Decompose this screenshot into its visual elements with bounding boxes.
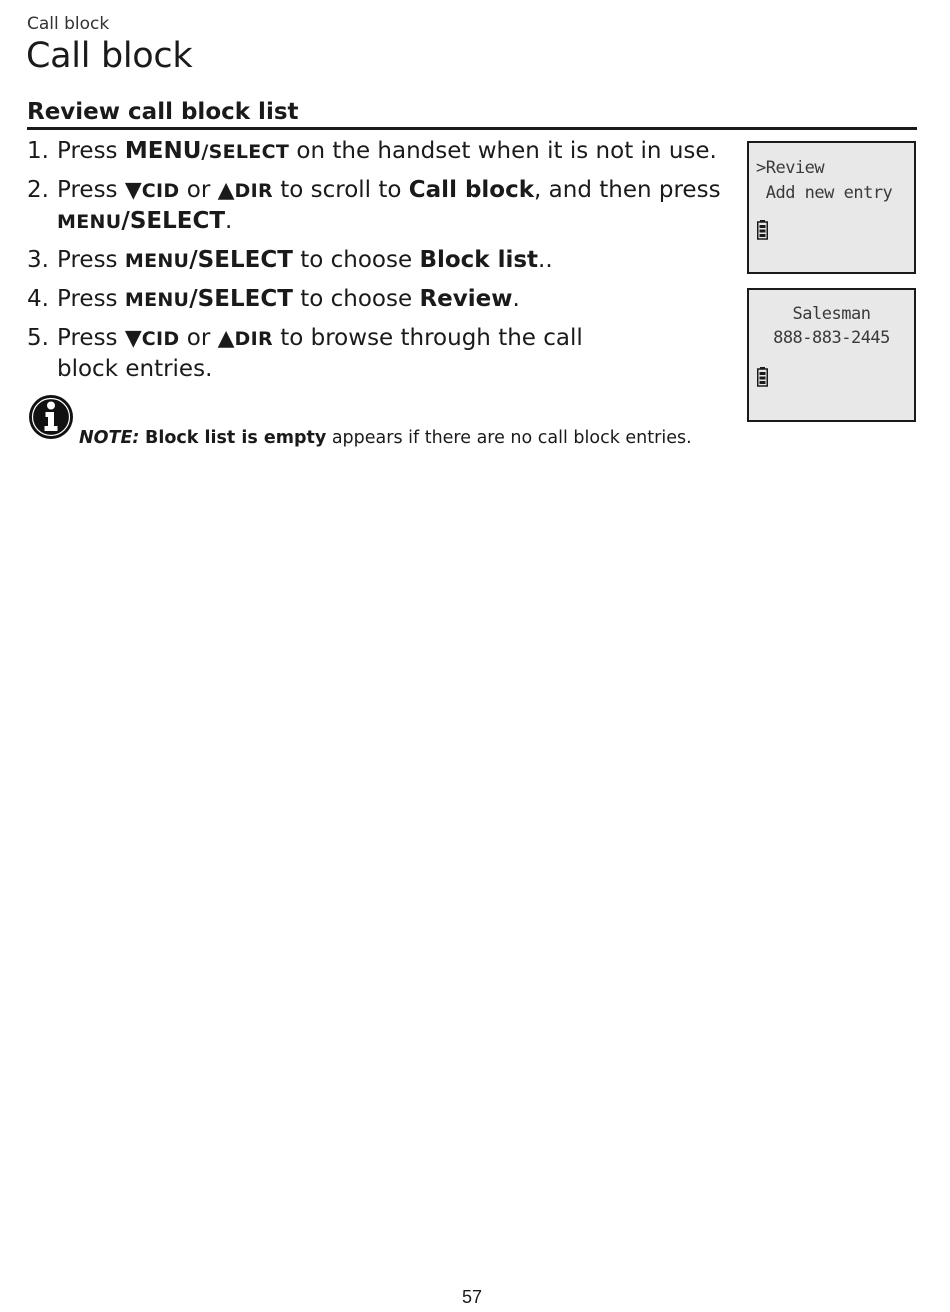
step-mid: to scroll to — [272, 177, 409, 203]
dir-key: DIR — [234, 328, 273, 350]
step-or: or — [186, 177, 211, 203]
step-text — [57, 323, 742, 384]
note-label: NOTE: — [79, 428, 140, 448]
step-mid: to choose — [292, 286, 420, 312]
down-arrow-icon: ▼ — [124, 326, 142, 351]
step-number: 1. — [27, 138, 49, 164]
step-text — [57, 245, 742, 276]
lcd-screen-entry — [747, 288, 916, 422]
select-key: /SELECT — [201, 141, 290, 163]
step-text — [57, 284, 742, 315]
step-or: or — [186, 325, 211, 351]
select-key: /SELECT — [189, 247, 293, 273]
steps-list — [27, 136, 742, 392]
step-target: Call block — [408, 177, 535, 203]
cid-key: CID — [141, 180, 180, 202]
step-number: 5. — [27, 325, 49, 351]
step-mid: to choose — [292, 247, 420, 273]
lcd-screen-review — [747, 141, 916, 274]
lcd-line: Add new entry — [756, 183, 893, 203]
info-icon — [28, 394, 74, 440]
step-number: 3. — [27, 247, 49, 273]
battery-icon — [757, 220, 768, 240]
step-verb: Press — [57, 286, 118, 312]
step-verb: Press — [57, 325, 118, 351]
step-2 — [27, 175, 742, 237]
menu-key: MENU — [124, 289, 190, 311]
step-verb: Press — [57, 138, 118, 164]
page-number: 57 — [461, 1287, 483, 1307]
lcd-line: 888-883-2445 — [773, 328, 890, 348]
step-text — [57, 175, 742, 237]
step-rest: , and then press — [534, 177, 721, 203]
step-line2: block entries. — [57, 356, 213, 382]
step-number: 2. — [27, 177, 49, 203]
note-message: Block list is empty — [145, 428, 327, 448]
step-end: . — [512, 286, 520, 312]
dir-key: DIR — [234, 180, 273, 202]
up-arrow-icon: ▲ — [217, 326, 235, 351]
step-rest: on the handset when it is not in use. — [289, 138, 717, 164]
section-rule — [27, 127, 917, 130]
up-arrow-icon: ▲ — [217, 178, 235, 203]
step-text — [57, 136, 742, 167]
step-1 — [27, 136, 742, 167]
note — [79, 428, 692, 448]
step-verb: Press — [57, 247, 118, 273]
step-target: Block list — [419, 247, 539, 273]
battery-icon — [757, 367, 768, 387]
step-verb: Press — [57, 177, 118, 203]
select-key: /SELECT — [189, 286, 293, 312]
lcd-line: Salesman — [792, 304, 871, 324]
down-arrow-icon: ▼ — [124, 178, 142, 203]
step-4 — [27, 284, 742, 315]
select-key: /SELECT — [121, 208, 226, 234]
section-title: Review call block list — [27, 99, 299, 125]
menu-key: MENU — [57, 211, 122, 233]
running-head: Call block — [27, 14, 110, 34]
lcd-line: >Review — [756, 158, 825, 178]
menu-key: MENU — [124, 138, 202, 164]
menu-key: MENU — [124, 250, 190, 272]
page-title: Call block — [26, 36, 193, 76]
step-target: Review — [419, 286, 513, 312]
step-5 — [27, 323, 742, 384]
step-number: 4. — [27, 286, 49, 312]
cid-key: CID — [141, 328, 180, 350]
step-end: .. — [538, 247, 553, 273]
step-rest: to browse through the call — [272, 325, 583, 351]
note-text: appears if there are no call block entries. — [326, 428, 692, 448]
step-end: . — [225, 208, 233, 234]
step-3 — [27, 245, 742, 276]
